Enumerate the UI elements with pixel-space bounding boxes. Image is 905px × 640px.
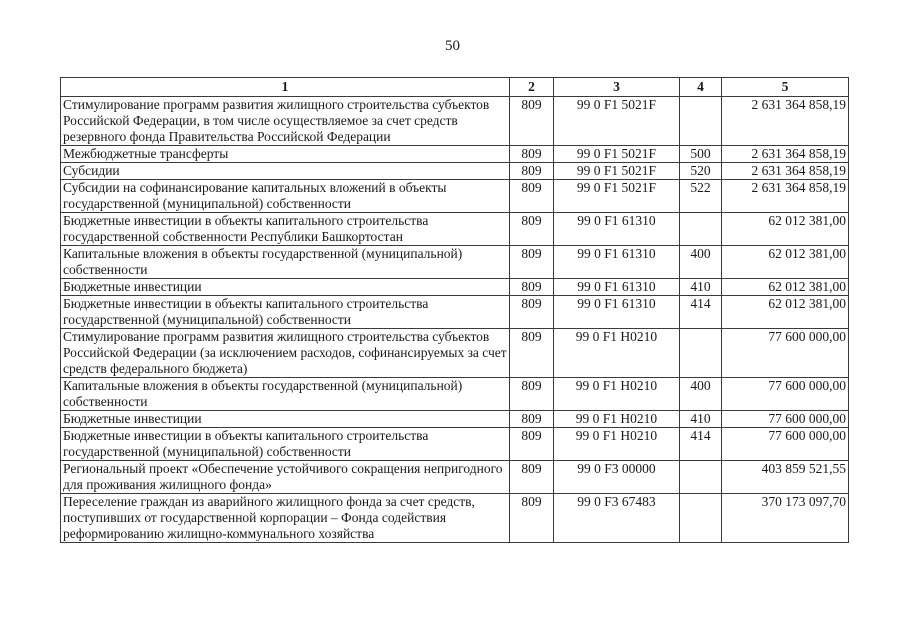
row-classification-code: 99 0 F1 H0210	[554, 329, 680, 378]
budget-table	[60, 77, 849, 543]
row-ministry-code: 809	[510, 411, 554, 428]
table-row	[61, 461, 849, 494]
row-amount: 2 631 364 858,19	[722, 180, 849, 213]
row-amount: 77 600 000,00	[722, 428, 849, 461]
row-classification-code: 99 0 F1 61310	[554, 296, 680, 329]
column-header-name: 1	[61, 78, 510, 97]
row-name: Стимулирование программ развития жилищного строительства субъектов Российской Федерации, в том числе осуществляемое за счет средств резервного фонда Правительства Российской Федерации	[61, 97, 510, 146]
row-classification-code: 99 0 F1 61310	[554, 279, 680, 296]
row-expense-type: 414	[680, 428, 722, 461]
table-row	[61, 213, 849, 246]
row-classification-code: 99 0 F3 00000	[554, 461, 680, 494]
table-row	[61, 411, 849, 428]
row-classification-code: 99 0 F1 5021F	[554, 97, 680, 146]
table-row	[61, 163, 849, 180]
row-amount: 62 012 381,00	[722, 296, 849, 329]
row-expense-type	[680, 494, 722, 543]
row-amount: 2 631 364 858,19	[722, 97, 849, 146]
row-ministry-code: 809	[510, 428, 554, 461]
column-header-amount: 5	[722, 78, 849, 97]
row-classification-code: 99 0 F1 5021F	[554, 180, 680, 213]
row-amount: 62 012 381,00	[722, 213, 849, 246]
row-name: Бюджетные инвестиции в объекты капитального строительства государственной (муниципальной) собственности	[61, 296, 510, 329]
row-ministry-code: 809	[510, 461, 554, 494]
row-ministry-code: 809	[510, 279, 554, 296]
table-row	[61, 146, 849, 163]
table-row	[61, 97, 849, 146]
row-classification-code: 99 0 F1 5021F	[554, 146, 680, 163]
row-name: Бюджетные инвестиции в объекты капитального строительства государственной собственности Республики Башкортостан	[61, 213, 510, 246]
row-expense-type	[680, 213, 722, 246]
row-name: Бюджетные инвестиции в объекты капитального строительства государственной (муниципальной) собственности	[61, 428, 510, 461]
row-expense-type: 500	[680, 146, 722, 163]
row-name: Бюджетные инвестиции	[61, 411, 510, 428]
row-ministry-code: 809	[510, 180, 554, 213]
row-amount: 77 600 000,00	[722, 411, 849, 428]
table-header-row	[61, 78, 849, 97]
row-amount: 77 600 000,00	[722, 329, 849, 378]
row-name: Капитальные вложения в объекты государственной (муниципальной) собственности	[61, 378, 510, 411]
row-expense-type: 520	[680, 163, 722, 180]
row-amount: 2 631 364 858,19	[722, 146, 849, 163]
table-row	[61, 296, 849, 329]
row-classification-code: 99 0 F1 5021F	[554, 163, 680, 180]
row-name: Бюджетные инвестиции	[61, 279, 510, 296]
row-expense-type	[680, 329, 722, 378]
table-row	[61, 180, 849, 213]
row-ministry-code: 809	[510, 246, 554, 279]
table-row	[61, 329, 849, 378]
table-body	[61, 97, 849, 543]
table-row	[61, 279, 849, 296]
row-classification-code: 99 0 F3 67483	[554, 494, 680, 543]
row-expense-type: 522	[680, 180, 722, 213]
row-amount: 77 600 000,00	[722, 378, 849, 411]
table-row	[61, 494, 849, 543]
row-expense-type	[680, 461, 722, 494]
column-header-ministry: 2	[510, 78, 554, 97]
row-expense-type: 414	[680, 296, 722, 329]
row-ministry-code: 809	[510, 494, 554, 543]
row-name: Капитальные вложения в объекты государственной (муниципальной) собственности	[61, 246, 510, 279]
row-amount: 370 173 097,70	[722, 494, 849, 543]
row-ministry-code: 809	[510, 97, 554, 146]
row-ministry-code: 809	[510, 163, 554, 180]
row-ministry-code: 809	[510, 329, 554, 378]
row-ministry-code: 809	[510, 296, 554, 329]
row-ministry-code: 809	[510, 146, 554, 163]
row-classification-code: 99 0 F1 H0210	[554, 428, 680, 461]
page-number: 50	[445, 38, 460, 54]
table-row	[61, 246, 849, 279]
row-expense-type: 410	[680, 411, 722, 428]
row-expense-type	[680, 97, 722, 146]
row-amount: 62 012 381,00	[722, 279, 849, 296]
row-name: Региональный проект «Обеспечение устойчивого сокращения непригодного для проживания жилищного фонда»	[61, 461, 510, 494]
row-expense-type: 410	[680, 279, 722, 296]
row-name: Стимулирование программ развития жилищного строительства субъектов Российской Федерации (за исключением расходов, софинансируемых за счет средств федерального бюджета)	[61, 329, 510, 378]
row-name: Субсидии на софинансирование капитальных вложений в объекты государственной (муниципальной) собственности	[61, 180, 510, 213]
row-classification-code: 99 0 F1 H0210	[554, 378, 680, 411]
row-amount: 403 859 521,55	[722, 461, 849, 494]
row-amount: 2 631 364 858,19	[722, 163, 849, 180]
column-header-code: 3	[554, 78, 680, 97]
row-amount: 62 012 381,00	[722, 246, 849, 279]
row-name: Переселение граждан из аварийного жилищного фонда за счет средств, поступивших от государственной корпорации – Фонда содействия реформированию жилищно-коммунального хозяйства	[61, 494, 510, 543]
row-classification-code: 99 0 F1 61310	[554, 246, 680, 279]
row-ministry-code: 809	[510, 378, 554, 411]
row-ministry-code: 809	[510, 213, 554, 246]
row-name: Межбюджетные трансферты	[61, 146, 510, 163]
table-row	[61, 428, 849, 461]
row-expense-type: 400	[680, 378, 722, 411]
row-classification-code: 99 0 F1 61310	[554, 213, 680, 246]
row-expense-type: 400	[680, 246, 722, 279]
row-classification-code: 99 0 F1 H0210	[554, 411, 680, 428]
column-header-type: 4	[680, 78, 722, 97]
table-row	[61, 378, 849, 411]
row-name: Субсидии	[61, 163, 510, 180]
